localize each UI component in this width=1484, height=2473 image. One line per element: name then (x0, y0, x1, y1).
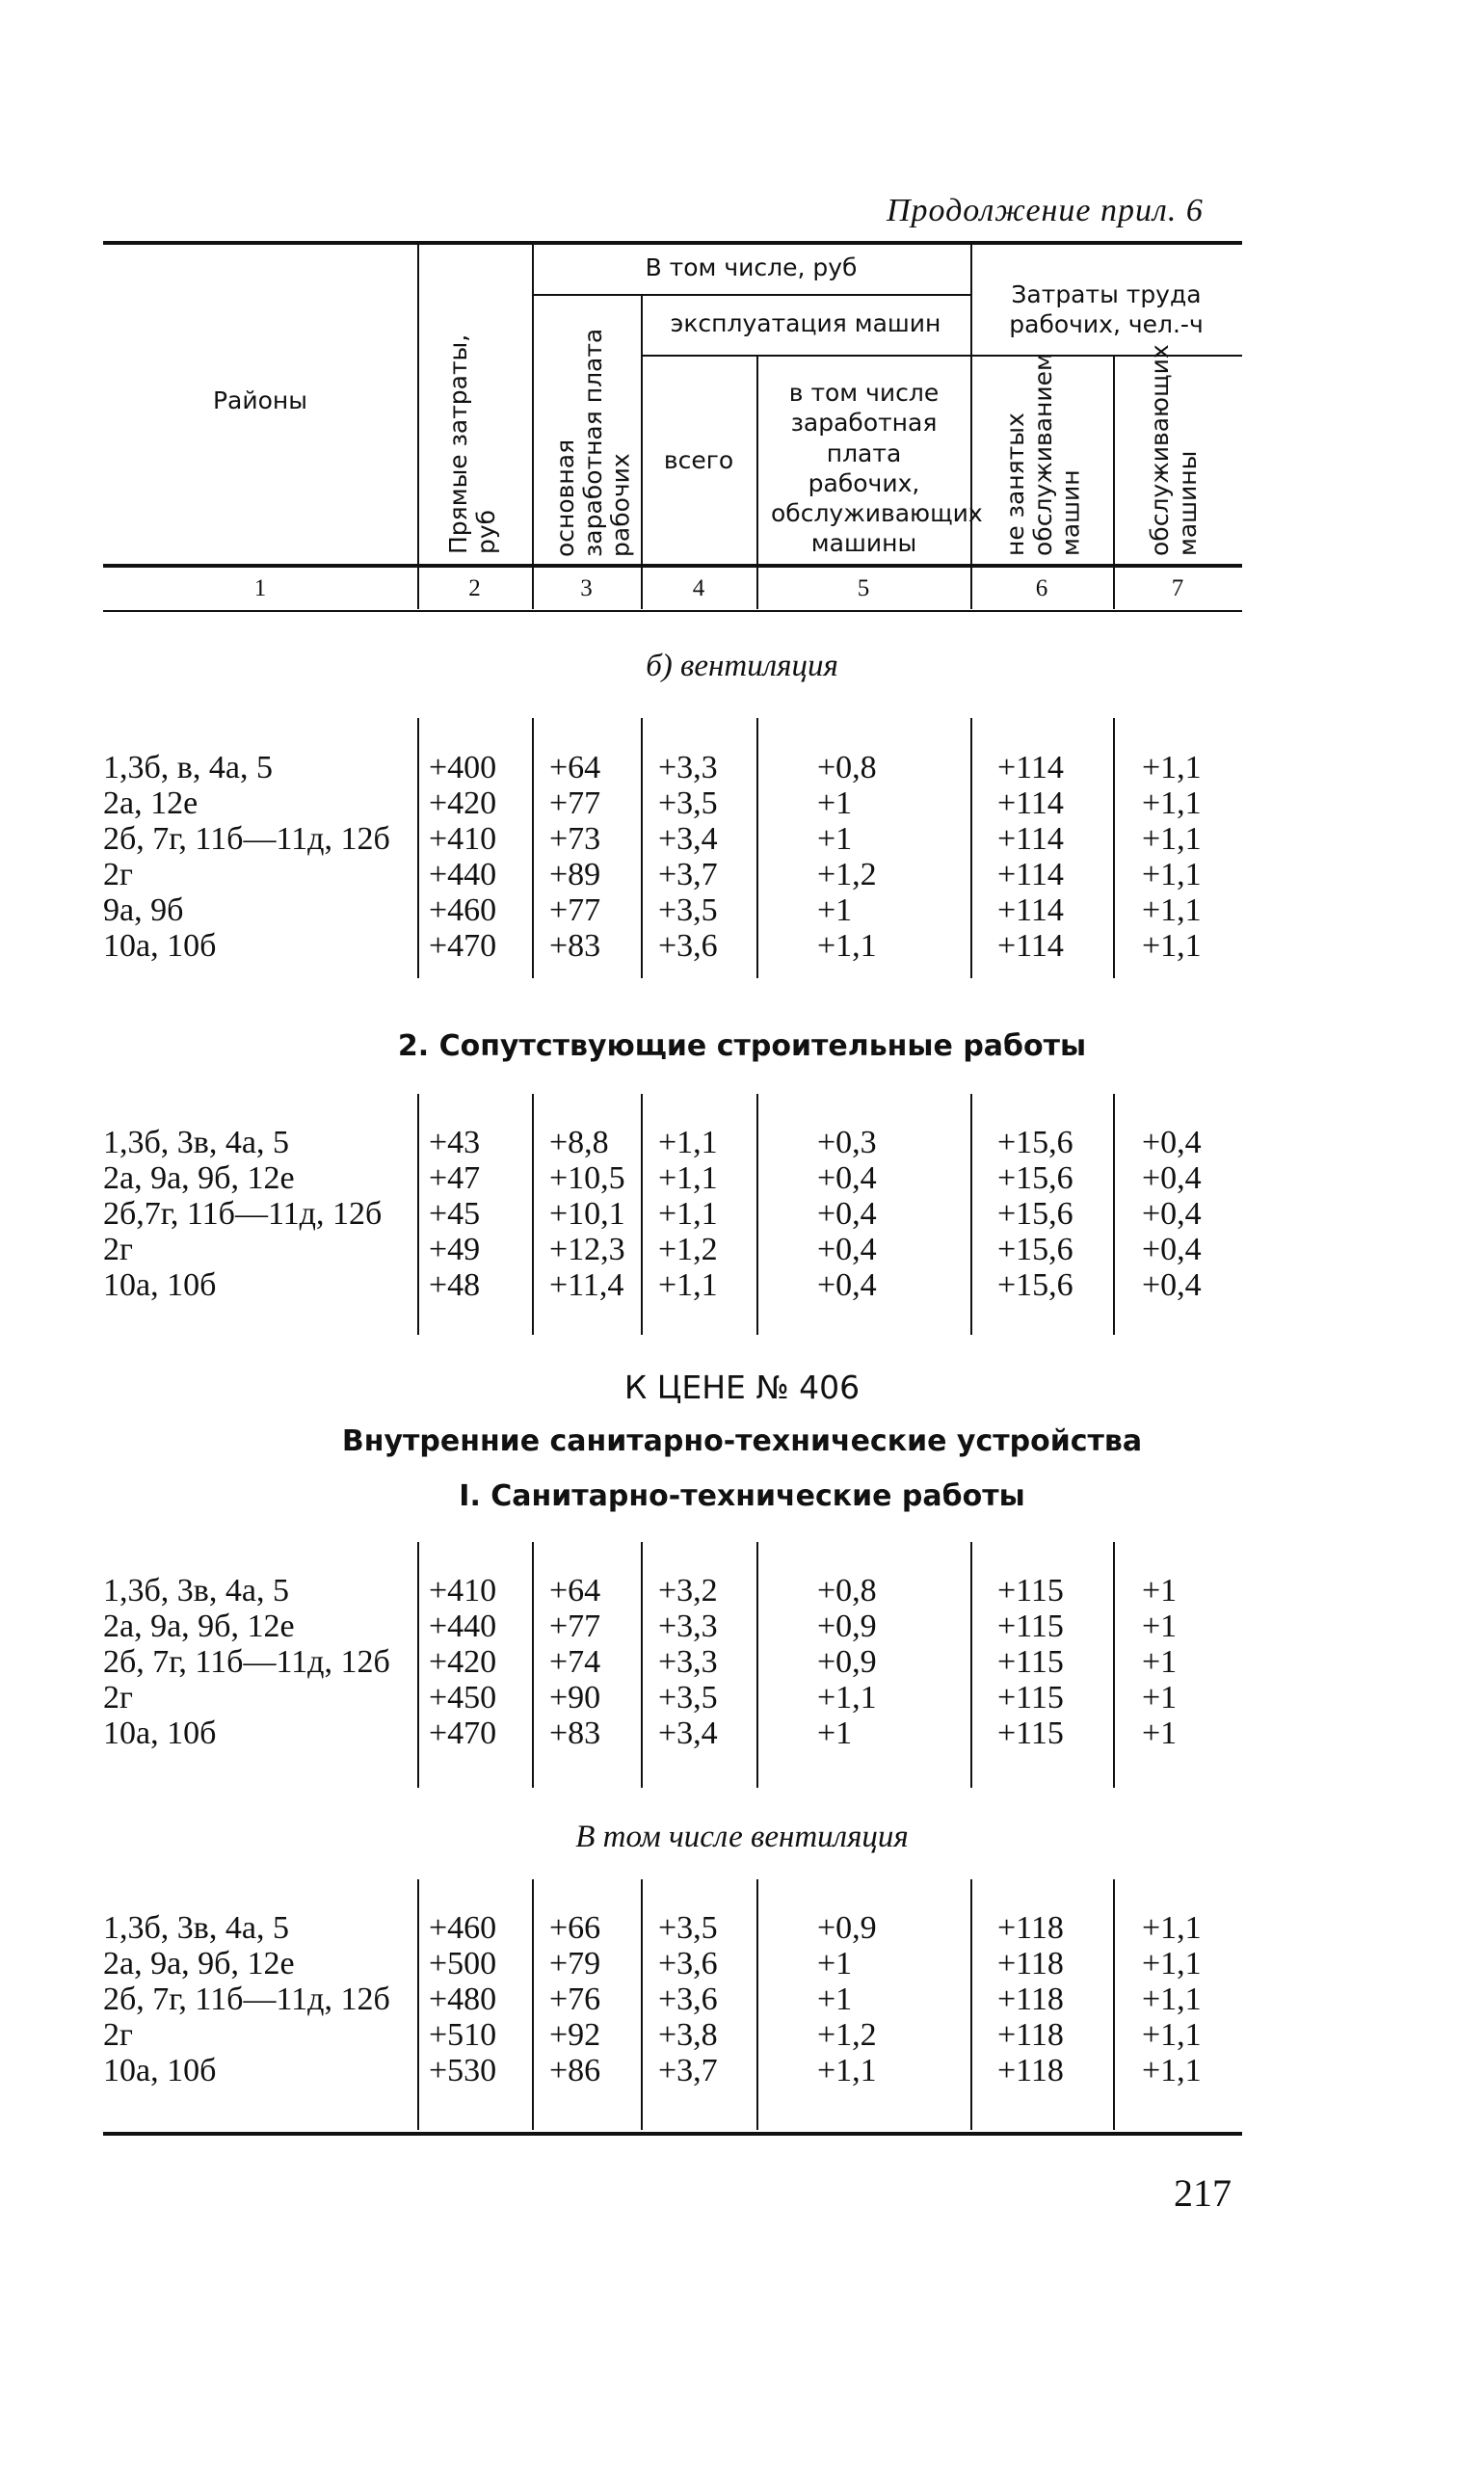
cell-labor-machine: +1,1 (1142, 821, 1202, 857)
cell-base-wages: +89 (549, 857, 601, 892)
cell-direct-costs: +49 (429, 1232, 481, 1267)
cell-base-wages: +86 (549, 2053, 601, 2088)
cell-labor-other: +114 (997, 857, 1064, 892)
header-base-wages: основная заработная плата рабочих (551, 328, 635, 557)
cell-machines-total: +3,7 (658, 2053, 718, 2088)
cell-labor-other: +15,6 (997, 1232, 1073, 1267)
column-divider (1113, 718, 1115, 978)
cell-labor-machine: +1,1 (1142, 857, 1202, 892)
price-heading: К ЦЕНЕ № 406 (623, 1369, 861, 1406)
cell-direct-costs: +47 (429, 1160, 481, 1196)
header-rule (532, 294, 970, 296)
section-title: В том числе вентиляция (575, 1820, 909, 1854)
column-divider (1113, 1094, 1115, 1335)
cell-base-wages: +92 (549, 2017, 601, 2053)
cell-labor-machine: +1,1 (1142, 1910, 1202, 1946)
row-district: 2б,7г, 11б—11д, 12б (103, 1196, 383, 1232)
cell-machines-total: +3,6 (658, 1946, 718, 1981)
cell-base-wages: +77 (549, 892, 601, 928)
cell-machines-total: +3,6 (658, 928, 718, 964)
page-number: 217 (1174, 2171, 1232, 2215)
section-title: 2. Сопутствующие строительные работы (397, 1029, 1087, 1063)
cell-labor-machine: +1 (1142, 1680, 1178, 1715)
row-district: 2г (103, 2017, 133, 2053)
cell-labor-machine: +1,1 (1142, 2053, 1202, 2088)
cell-labor-other: +118 (997, 1946, 1064, 1981)
section-subheading: Внутренние санитарно-технические устройства (341, 1424, 1143, 1458)
cell-base-wages: +64 (549, 750, 601, 785)
row-district: 2б, 7г, 11б—11д, 12б (103, 1644, 390, 1680)
row-district: 1,3б, 3в, 4а, 5 (103, 1125, 289, 1160)
cell-labor-machine: +1,1 (1142, 928, 1202, 964)
cell-base-wages: +12,3 (549, 1232, 625, 1267)
cell-labor-other: +114 (997, 750, 1064, 785)
row-district: 10а, 10б (103, 928, 217, 964)
row-district: 1,3б, 3в, 4а, 5 (103, 1910, 289, 1946)
cell-direct-costs: +420 (429, 785, 497, 821)
header-labor-costs: Затраты труда рабочих, чел.-ч (1009, 280, 1204, 339)
column-divider (532, 1094, 534, 1335)
cell-machines-total: +3,5 (658, 892, 718, 928)
column-divider (970, 1542, 972, 1788)
cell-direct-costs: +440 (429, 1609, 497, 1644)
row-district: 2а, 9а, 9б, 12е (103, 1609, 295, 1644)
column-divider (641, 1542, 643, 1788)
cell-machine-wages: +0,4 (817, 1196, 877, 1232)
cell-base-wages: +79 (549, 1946, 601, 1981)
table-bottom-rule (103, 2132, 1242, 2136)
cell-labor-machine: +0,4 (1142, 1196, 1202, 1232)
cell-labor-other: +15,6 (997, 1267, 1073, 1303)
cell-labor-other: +114 (997, 821, 1064, 857)
cell-machine-wages: +1,2 (817, 2017, 877, 2053)
cell-machine-wages: +0,4 (817, 1160, 877, 1196)
column-number: 6 (1035, 575, 1048, 601)
cell-direct-costs: +48 (429, 1267, 481, 1303)
cell-machines-total: +1,1 (658, 1196, 718, 1232)
cell-machine-wages: +0,4 (817, 1267, 877, 1303)
header-divider (532, 243, 534, 609)
column-divider (756, 1094, 758, 1335)
cell-labor-machine: +1,1 (1142, 2017, 1202, 2053)
row-district: 10а, 10б (103, 2053, 217, 2088)
cell-machines-total: +1,2 (658, 1232, 718, 1267)
cell-machine-wages: +0,8 (817, 1573, 877, 1609)
cell-labor-machine: +1,1 (1142, 892, 1202, 928)
cell-labor-machine: +1,1 (1142, 1946, 1202, 1981)
row-district: 1,3б, 3в, 4а, 5 (103, 1573, 289, 1609)
row-district: 10а, 10б (103, 1267, 217, 1303)
header-number-rule (103, 610, 1242, 612)
row-district: 10а, 10б (103, 1715, 217, 1751)
cell-labor-machine: +0,4 (1142, 1267, 1202, 1303)
cell-labor-machine: +0,4 (1142, 1160, 1202, 1196)
cell-base-wages: +77 (549, 785, 601, 821)
cell-labor-other: +114 (997, 892, 1064, 928)
cell-base-wages: +90 (549, 1680, 601, 1715)
cell-machines-total: +3,5 (658, 1910, 718, 1946)
cell-base-wages: +77 (549, 1609, 601, 1644)
cell-direct-costs: +470 (429, 928, 497, 964)
column-number: 7 (1171, 575, 1184, 601)
cell-base-wages: +76 (549, 1981, 601, 2017)
row-district: 2б, 7г, 11б—11д, 12б (103, 821, 390, 857)
cell-base-wages: +10,5 (549, 1160, 625, 1196)
cell-machine-wages: +0,3 (817, 1125, 877, 1160)
cell-machine-wages: +1 (817, 785, 853, 821)
cell-labor-other: +115 (997, 1680, 1064, 1715)
column-divider (532, 718, 534, 978)
cell-labor-other: +118 (997, 2053, 1064, 2088)
header-divider (970, 243, 972, 609)
cell-machine-wages: +1,2 (817, 857, 877, 892)
cell-labor-machine: +0,4 (1142, 1125, 1202, 1160)
header-machine-operation: эксплуатация машин (670, 309, 941, 337)
cell-labor-machine: +1,1 (1142, 785, 1202, 821)
cell-machine-wages: +0,9 (817, 1609, 877, 1644)
cell-machine-wages: +1,1 (817, 928, 877, 964)
cell-machines-total: +3,5 (658, 785, 718, 821)
column-number: 5 (857, 575, 870, 601)
cell-labor-other: +114 (997, 928, 1064, 964)
row-district: 2а, 12е (103, 785, 199, 821)
cell-labor-other: +115 (997, 1644, 1064, 1680)
cell-base-wages: +10,1 (549, 1196, 625, 1232)
cell-labor-other: +15,6 (997, 1125, 1073, 1160)
row-district: 2б, 7г, 11б—11д, 12б (103, 1981, 390, 2017)
header-districts: Районы (212, 386, 308, 414)
cell-labor-machine: +1 (1142, 1644, 1178, 1680)
cell-direct-costs: +470 (429, 1715, 497, 1751)
cell-machines-total: +3,8 (658, 2017, 718, 2053)
cell-base-wages: +83 (549, 1715, 601, 1751)
header-divider (1113, 357, 1115, 609)
cell-direct-costs: +410 (429, 1573, 497, 1609)
column-divider (417, 718, 419, 978)
cell-direct-costs: +460 (429, 1910, 497, 1946)
cell-labor-other: +118 (997, 2017, 1064, 2053)
column-number: 3 (580, 575, 593, 601)
column-divider (1113, 1879, 1115, 2130)
cell-machines-total: +1,1 (658, 1160, 718, 1196)
cell-base-wages: +66 (549, 1910, 601, 1946)
cell-machines-total: +3,7 (658, 857, 718, 892)
cell-labor-other: +15,6 (997, 1160, 1073, 1196)
section-title: I. Санитарно-технические работы (459, 1479, 1025, 1513)
column-divider (532, 1879, 534, 2130)
header-total: всего (663, 446, 734, 474)
column-divider (970, 718, 972, 978)
cell-labor-other: +115 (997, 1715, 1064, 1751)
header-divider (417, 243, 419, 609)
cell-machines-total: +3,2 (658, 1573, 718, 1609)
section-title: б) вентиляция (646, 649, 838, 683)
header-rule (641, 355, 970, 357)
header-machine-labor: обслуживающих машины (1146, 344, 1202, 556)
header-not-machine-labor: не занятых обслуживанием машин (1001, 353, 1085, 556)
column-divider (970, 1094, 972, 1335)
cell-machines-total: +1,1 (658, 1125, 718, 1160)
cell-machine-wages: +0,9 (817, 1910, 877, 1946)
cell-direct-costs: +43 (429, 1125, 481, 1160)
column-number: 2 (468, 575, 481, 601)
cell-labor-other: +15,6 (997, 1196, 1073, 1232)
cell-machine-wages: +0,4 (817, 1232, 877, 1267)
cell-machine-wages: +1 (817, 892, 853, 928)
cell-direct-costs: +420 (429, 1644, 497, 1680)
cell-direct-costs: +480 (429, 1981, 497, 2017)
cell-direct-costs: +440 (429, 857, 497, 892)
header-bottom-rule (103, 564, 1242, 568)
row-district: 2г (103, 857, 133, 892)
row-district: 2г (103, 1680, 133, 1715)
cell-labor-other: +115 (997, 1573, 1064, 1609)
row-district: 9а, 9б (103, 892, 184, 928)
column-divider (756, 1879, 758, 2130)
column-divider (641, 1094, 643, 1335)
cell-base-wages: +74 (549, 1644, 601, 1680)
cell-machine-wages: +1 (817, 821, 853, 857)
column-divider (417, 1094, 419, 1335)
cell-labor-machine: +1,1 (1142, 1981, 1202, 2017)
header-machine-wages: в том числе заработная плата рабочих, обслуживающих машины (771, 379, 983, 558)
cell-machines-total: +3,3 (658, 1644, 718, 1680)
cell-machines-total: +3,5 (658, 1680, 718, 1715)
cell-direct-costs: +460 (429, 892, 497, 928)
cell-direct-costs: +500 (429, 1946, 497, 1981)
cell-machines-total: +3,3 (658, 1609, 718, 1644)
cell-direct-costs: +450 (429, 1680, 497, 1715)
row-district: 2а, 9а, 9б, 12е (103, 1946, 295, 1981)
cell-machine-wages: +1,1 (817, 2053, 877, 2088)
column-divider (417, 1879, 419, 2130)
cell-labor-machine: +1 (1142, 1609, 1178, 1644)
column-number: 4 (692, 575, 705, 601)
cell-base-wages: +11,4 (549, 1267, 624, 1303)
cell-machine-wages: +0,8 (817, 750, 877, 785)
cell-labor-machine: +1 (1142, 1573, 1178, 1609)
column-divider (756, 1542, 758, 1788)
row-district: 2г (103, 1232, 133, 1267)
column-divider (641, 718, 643, 978)
column-divider (756, 718, 758, 978)
cell-labor-machine: +1 (1142, 1715, 1178, 1751)
header-divider (756, 357, 758, 609)
cell-labor-other: +118 (997, 1910, 1064, 1946)
cell-direct-costs: +530 (429, 2053, 497, 2088)
cell-machine-wages: +1 (817, 1715, 853, 1751)
cell-labor-other: +115 (997, 1609, 1064, 1644)
cell-machine-wages: +1 (817, 1946, 853, 1981)
cell-machines-total: +3,4 (658, 1715, 718, 1751)
cell-base-wages: +73 (549, 821, 601, 857)
cell-machine-wages: +1 (817, 1981, 853, 2017)
cell-machine-wages: +0,9 (817, 1644, 877, 1680)
cell-machines-total: +3,4 (658, 821, 718, 857)
cell-base-wages: +8,8 (549, 1125, 609, 1160)
column-divider (532, 1542, 534, 1788)
cell-machine-wages: +1,1 (817, 1680, 877, 1715)
cell-machines-total: +3,3 (658, 750, 718, 785)
cell-machines-total: +1,1 (658, 1267, 718, 1303)
row-district: 2а, 9а, 9б, 12е (103, 1160, 295, 1196)
column-divider (970, 1879, 972, 2130)
continuation-label: Продолжение прил. 6 (887, 193, 1204, 228)
cell-machines-total: +3,6 (658, 1981, 718, 2017)
column-number: 1 (253, 575, 267, 601)
header-direct-costs: Прямые затраты, руб (444, 333, 500, 554)
column-divider (641, 1879, 643, 2130)
header-rule (970, 355, 1242, 357)
header-including-rub: В том числе, руб (645, 253, 858, 281)
column-divider (417, 1542, 419, 1788)
cell-labor-other: +114 (997, 785, 1064, 821)
cell-direct-costs: +45 (429, 1196, 481, 1232)
cell-direct-costs: +510 (429, 2017, 497, 2053)
cell-direct-costs: +410 (429, 821, 497, 857)
row-district: 1,3б, в, 4а, 5 (103, 750, 273, 785)
cell-labor-other: +118 (997, 1981, 1064, 2017)
column-divider (1113, 1542, 1115, 1788)
cell-base-wages: +83 (549, 928, 601, 964)
cell-labor-machine: +1,1 (1142, 750, 1202, 785)
cell-direct-costs: +400 (429, 750, 497, 785)
cell-labor-machine: +0,4 (1142, 1232, 1202, 1267)
header-top-rule (103, 241, 1242, 245)
cell-base-wages: +64 (549, 1573, 601, 1609)
